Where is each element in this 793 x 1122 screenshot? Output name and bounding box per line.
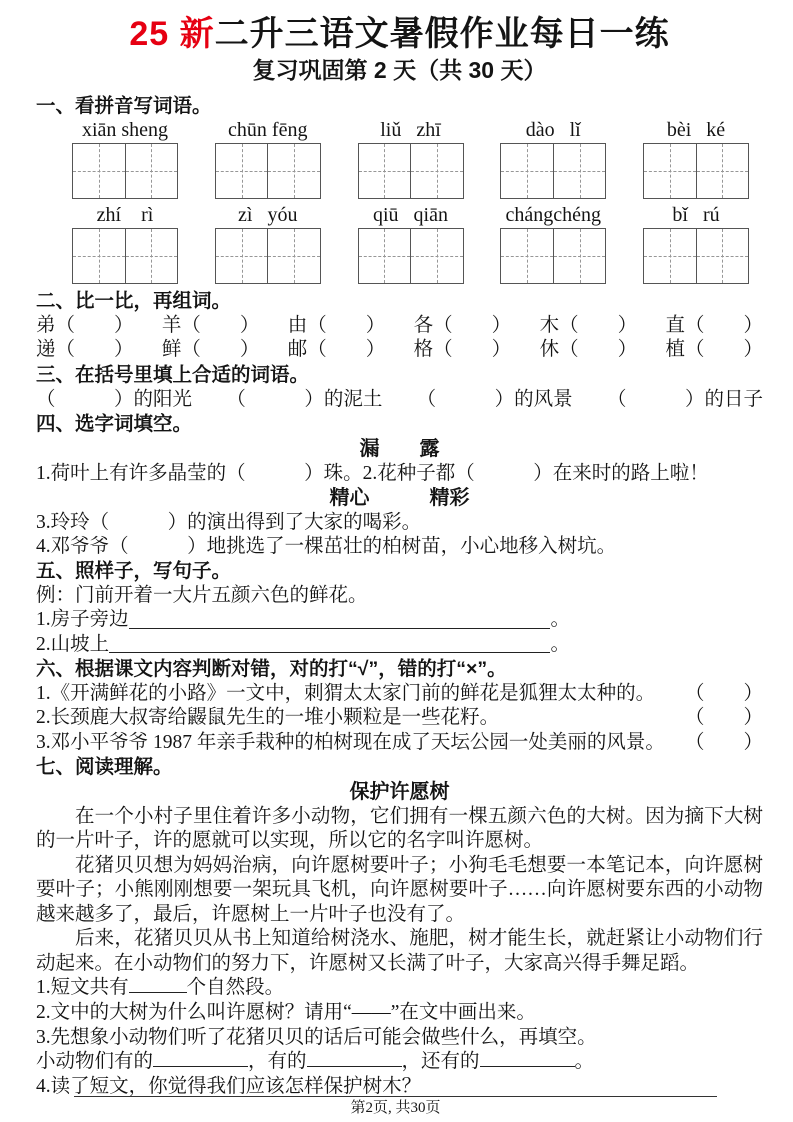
judge-item-1 — [36, 682, 763, 707]
fill-sentence-4: 4.邓爷爷（ ）地挑选了一棵茁壮的柏树苗，小心地移入树坑。 — [36, 535, 617, 557]
judge-statement: 1.《开满鲜花的小路》一文中，刺猬太太家门前的鲜花是狐狸太太种的。 — [36, 682, 656, 704]
pinyin-column — [72, 119, 178, 199]
writing-box — [72, 228, 178, 284]
question-text: 1.短文共有 — [36, 977, 129, 999]
pinyin-label: liǔ zhī — [380, 118, 441, 141]
answer-blank-underline — [129, 628, 551, 629]
section-3-header: 三、在括号里填上合适的词语。 — [36, 363, 310, 386]
writing-cell — [216, 144, 268, 198]
judge-statement: 3.邓小平爷爷 1987 年亲手栽种的柏树现在成了天坛公园一处美丽的风景。 — [36, 731, 665, 753]
pinyin-column — [643, 119, 749, 199]
writing-cell — [359, 144, 411, 198]
pinyin-column — [643, 204, 749, 284]
pinyin-grid-row-2 — [72, 204, 749, 284]
sentence-writing-line-2 — [36, 633, 570, 657]
writing-cell — [644, 229, 696, 283]
pinyin-column — [72, 204, 178, 284]
pinyin-column — [215, 119, 321, 199]
answer-blank-underline — [307, 1051, 402, 1067]
pinyin-column — [500, 204, 606, 284]
phrase-fill-item: （ ）的阳光 — [36, 388, 193, 410]
passage-paragraph-1: 在一个小村子里住着许多小动物，它们拥有一棵五颜六色的大树。因为摘下大树的一片叶子，许的愿就可以实现，所以它的名字叫许愿树。 — [36, 805, 763, 852]
writing-cell — [216, 229, 268, 283]
question-text: ，还有的 — [401, 1051, 480, 1073]
writing-cell — [125, 229, 178, 283]
writing-box — [358, 228, 464, 284]
question-text: 个自然段。 — [186, 977, 285, 999]
writing-box — [500, 143, 606, 199]
reading-question-1 — [36, 976, 763, 1001]
sentence-prompt: 2.山坡上 — [36, 633, 110, 655]
answer-blank-underline — [480, 1051, 575, 1067]
pinyin-label: dào lǐ — [525, 118, 581, 141]
word-compare-item: 木（ ） — [539, 314, 638, 336]
judge-bracket: （ ） — [684, 682, 763, 704]
word-compare-item: 各（ ） — [413, 314, 512, 336]
judge-statement: 2.长颈鹿大叔寄给鼹鼠先生的一堆小颗粒是一些花籽。 — [36, 707, 500, 729]
phrase-fill-item: （ ）的泥土 — [226, 388, 383, 410]
section-1-header: 一、看拼音写词语。 — [36, 94, 212, 117]
pinyin-column — [358, 119, 464, 199]
reading-question-4: 4.读了短文，你觉得我们应该怎样保护树木？ — [36, 1075, 422, 1097]
writing-box — [215, 228, 321, 284]
judge-bracket: （ ） — [684, 731, 763, 753]
judge-item-3 — [36, 731, 763, 756]
section-2-header: 二、比一比，再组词。 — [36, 289, 232, 312]
page-footer — [74, 1096, 717, 1117]
pinyin-label: bǐ rú — [672, 203, 720, 226]
phrase-fill-item: （ ）的日子 — [606, 388, 763, 410]
word-compare-item: 羊（ ） — [161, 314, 260, 336]
writing-box — [215, 143, 321, 199]
writing-cell — [410, 229, 463, 283]
page-title — [36, 14, 763, 54]
period-mark: 。 — [550, 609, 570, 631]
period-mark: 。 — [550, 633, 570, 655]
word-compare-item: 弟（ ） — [36, 314, 134, 336]
section-6-header: 六、根据课文内容判断对错，对的打“√”，错的打“×”。 — [36, 657, 507, 680]
writing-box — [500, 228, 606, 284]
pinyin-column — [500, 119, 606, 199]
sentence-prompt: 1.房子旁边 — [36, 609, 129, 631]
passage-paragraph-2: 花猪贝贝想为妈妈治病，向许愿树要叶子；小狗毛毛想要一本笔记本，向许愿树要叶子；小熊刚刚想要一架玩具飞机，向许愿树要叶子……向许愿树要东西的小动物越来越多了，最后，许愿树上一片叶子也没有了。 — [36, 854, 763, 925]
section-7-header: 七、阅读理解。 — [36, 756, 173, 779]
writing-box — [72, 143, 178, 199]
pinyin-label: zì yóu — [238, 203, 298, 226]
question-text: 。 — [574, 1051, 595, 1073]
word-compare-row-1 — [36, 314, 763, 339]
writing-cell — [410, 144, 463, 198]
pinyin-column — [215, 204, 321, 284]
word-compare-item: 邮（ ） — [287, 339, 386, 361]
writing-box — [643, 228, 749, 284]
word-compare-item: 格（ ） — [413, 339, 512, 361]
pinyin-grid-row-1 — [72, 119, 749, 199]
passage-title: 保护许愿树 — [349, 781, 450, 804]
page-number: 第2页, 共30页 — [350, 1100, 441, 1116]
judge-item-2 — [36, 706, 763, 731]
word-compare-item: 由（ ） — [287, 314, 386, 336]
writing-box — [643, 143, 749, 199]
word-compare-item: 植（ ） — [665, 339, 763, 361]
phrase-fill-item: （ ）的风景 — [416, 388, 573, 410]
pinyin-column — [358, 204, 464, 284]
section-4-header: 四、选字词填空。 — [36, 413, 193, 436]
example-sentence: 例：门前开着一大片五颜六色的鲜花。 — [36, 585, 368, 607]
reading-question-3: 3.先想象小动物们听了花猪贝贝的话后可能会做些什么，再填空。 — [36, 1026, 597, 1048]
question-text: ，有的 — [248, 1051, 307, 1073]
reading-question-3-fill — [36, 1050, 763, 1075]
answer-blank-underline — [129, 977, 187, 993]
page-title-red: 25 新 — [129, 15, 215, 53]
word-compare-row-2 — [36, 338, 763, 363]
fill-sentence-3: 3.玲玲（ ）的演出得到了大家的喝彩。 — [36, 511, 422, 533]
writing-cell — [501, 144, 553, 198]
writing-cell — [501, 229, 553, 283]
reading-question-2: 2.文中的大树为什么叫许愿树？请用“——”在文中画出来。 — [36, 1002, 536, 1024]
pinyin-label: qiū qiān — [373, 203, 448, 226]
word-compare-item: 递（ ） — [36, 339, 134, 361]
word-compare-item: 鲜（ ） — [161, 339, 260, 361]
section-5-header: 五、照样子，写句子。 — [36, 560, 232, 583]
writing-cell — [125, 144, 178, 198]
writing-cell — [73, 144, 125, 198]
pinyin-label: chángchéng — [505, 203, 601, 226]
writing-cell — [359, 229, 411, 283]
answer-blank-underline — [153, 1051, 248, 1067]
question-text: 小动物们有的 — [36, 1051, 154, 1073]
sentence-writing-line-1 — [36, 608, 570, 632]
pinyin-label: bèi ké — [666, 118, 726, 141]
judge-bracket: （ ） — [684, 707, 763, 729]
pinyin-label: zhí rì — [96, 203, 154, 226]
phrase-fill-row — [36, 388, 763, 413]
pinyin-label: chūn fēng — [228, 118, 308, 141]
choice-words-2: 精心 精彩 — [329, 487, 470, 509]
writing-cell — [553, 229, 606, 283]
choice-words-1: 漏 露 — [359, 438, 440, 461]
writing-cell — [267, 144, 320, 198]
pinyin-label: xiān sheng — [81, 118, 169, 141]
word-compare-item: 直（ ） — [665, 314, 763, 336]
writing-cell — [73, 229, 125, 283]
page-subtitle: 复习巩固第 2 天（共 30 天） — [252, 57, 547, 84]
page-title-black: 二升三语文暑假作业每日一练 — [214, 15, 670, 53]
writing-cell — [696, 144, 749, 198]
writing-cell — [553, 144, 606, 198]
word-compare-item: 休（ ） — [539, 339, 638, 361]
fill-sentence-1-2: 1.荷叶上有许多晶莹的（ ）珠。2.花种子都（ ）在来时的路上啦！ — [36, 462, 709, 484]
writing-cell — [644, 144, 696, 198]
passage-paragraph-3: 后来，花猪贝贝从书上知道给树浇水、施肥，树才能生长，就赶紧让小动物们行动起来。在小动物们的努力下，许愿树又长满了叶子，大家高兴得手舞足蹈。 — [36, 928, 763, 974]
writing-box — [358, 143, 464, 199]
answer-blank-underline — [109, 652, 550, 653]
writing-cell — [696, 229, 749, 283]
writing-cell — [267, 229, 320, 283]
